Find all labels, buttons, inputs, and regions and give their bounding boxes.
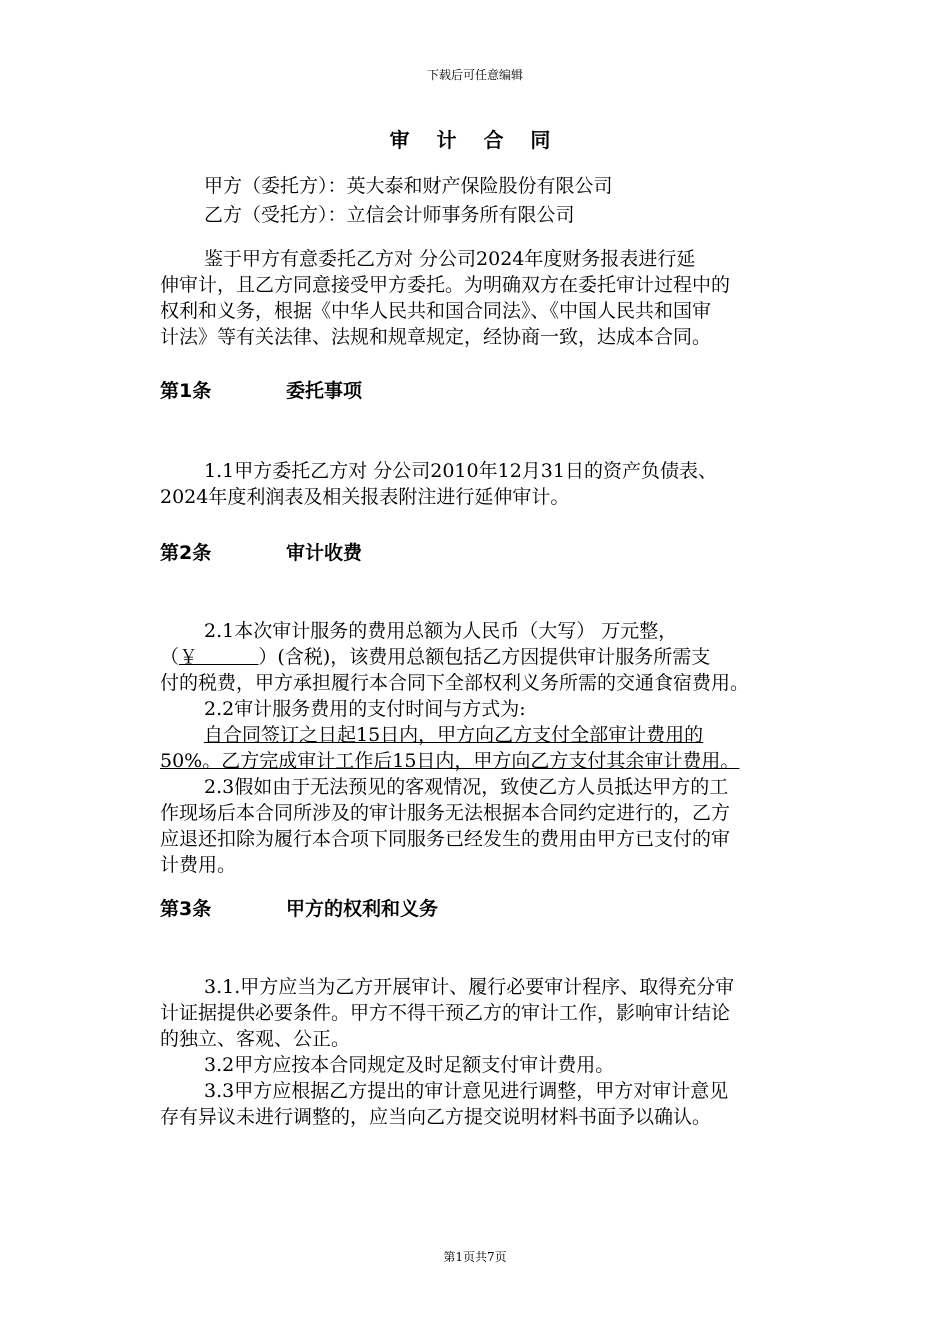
- article-2-p1-line-2-rest: ）(含税)，该费用总额包括乙方因提供审计服务所需支: [258, 646, 711, 668]
- preamble-line-2: 伸审计，且乙方同意接受甲方委托。为明确双方在委托审计过程中的: [160, 274, 731, 296]
- article-2-p1-line-3: 付的税费，甲方承担履行本合同下全部权利义务所需的交通食宿费用。: [160, 672, 750, 694]
- article-1-number: 第1条: [160, 380, 212, 402]
- amount-blank: ￥: [179, 646, 259, 668]
- preamble-line-4: 计法》等有关法律、法规和规章规定，经协商一致，达成本合同。: [160, 326, 712, 348]
- preamble-line-1: 鉴于甲方有意委托乙方对 分公司2024年度财务报表进行延: [204, 248, 696, 270]
- article-3-p1-line-3: 的独立、客观、公正。: [160, 1028, 351, 1050]
- page-header: 下载后可任意编辑: [426, 68, 523, 82]
- party-b-line: 乙方（受托方）：立信会计师事务所有限公司: [204, 204, 575, 226]
- article-3-paragraphs: [160, 974, 850, 1130]
- document-title: 审 计 合 同: [389, 128, 561, 152]
- article-2-title: 审计收费: [286, 542, 363, 564]
- article-3-p1-line-2: 计证据提供必要条件。甲方不得干预乙方的审计工作，影响审计结论: [160, 1002, 731, 1024]
- article-1-p1-line-2: 2024年度利润表及相关报表附注进行延伸审计。: [160, 486, 570, 508]
- article-3-p3-line-1: 3.3甲方应根据乙方提出的审计意见进行调整，甲方对审计意见: [204, 1080, 729, 1102]
- article-1-heading: [160, 376, 362, 403]
- article-2-paragraph-1: [160, 618, 850, 878]
- article-1-paragraph-1: [160, 458, 850, 510]
- article-1-p1-line-1: 1.1甲方委托乙方对 分公司2010年12月31日的资产负债表、: [204, 460, 717, 482]
- article-3-number: 第3条: [160, 898, 212, 920]
- preamble-line-3: 权利和义务，根据《中华人民共和国合同法》、《中国人民共和国审: [160, 300, 712, 322]
- party-a-line: 甲方（委托方）：英大泰和财产保险股份有限公司: [204, 175, 613, 197]
- article-2-heading: [160, 538, 362, 565]
- page-footer: 第1页共7页: [443, 1250, 507, 1264]
- article-2-p3-line-1: 2.3假如由于无法预见的客观情况，致使乙方人员抵达甲方的工: [204, 776, 729, 798]
- preamble-paragraph: [160, 246, 850, 350]
- article-3-heading: [160, 894, 438, 921]
- article-2-p2-underlined-2: 50%。乙方完成审计工作后15日内，甲方向乙方支付其余审计费用。: [160, 750, 740, 772]
- article-3-p2-line: 3.2甲方应按本合同规定及时足额支付审计费用。: [204, 1054, 615, 1076]
- article-2-p3-line-3: 应退还扣除为履行本合项下同服务已经发生的费用由甲方已支付的审: [160, 828, 731, 850]
- article-2-p1-line-2: [116, 644, 850, 670]
- article-3-p3-line-2: 存有异议未进行调整的，应当向乙方提交说明材料书面予以确认。: [160, 1106, 712, 1128]
- article-3-p1-line-1: 3.1.甲方应当为乙方开展审计、履行必要审计程序、取得充分审: [204, 976, 735, 998]
- article-2-p1-paren-open: （: [160, 646, 180, 668]
- article-3-title: 甲方的权利和义务: [286, 898, 439, 920]
- article-1-title: 委托事项: [286, 380, 363, 402]
- article-2-p3-line-2: 作现场后本合同所涉及的审计服务无法根据本合同约定进行的，乙方: [160, 802, 731, 824]
- article-2-p1-line-1: 2.1本次审计服务的费用总额为人民币（大写） 万元整，: [204, 620, 678, 642]
- article-2-p2-underlined-1: 自合同签订之日起15日内，甲方向乙方支付全部审计费用的: [204, 724, 704, 746]
- article-2-p3-line-4: 计费用。: [160, 854, 237, 876]
- article-2-number: 第2条: [160, 542, 212, 564]
- article-2-p2-line: 2.2审计服务费用的支付时间与方式为:: [204, 698, 526, 720]
